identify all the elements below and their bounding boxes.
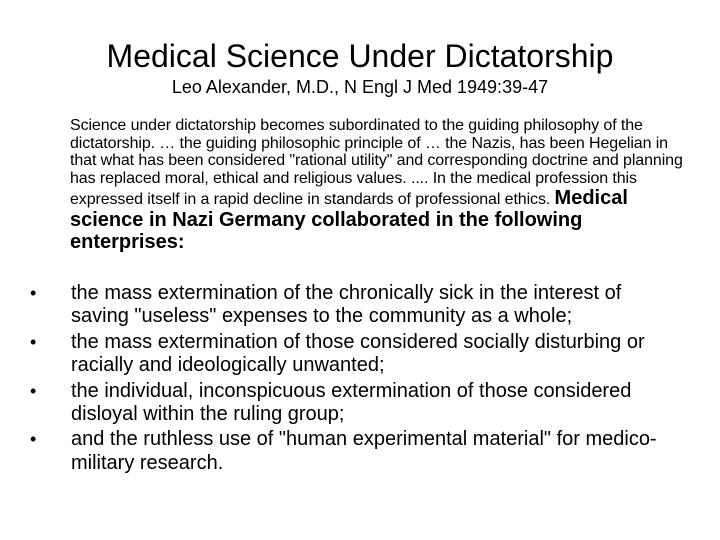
list-item (0, 282, 661, 328)
list-item (0, 428, 661, 474)
bullet-icon: • (30, 283, 37, 303)
bullet-icon: • (30, 429, 37, 450)
enterprise-list (0, 282, 720, 477)
citation: Leo Alexander, M.D., N Engl J Med 1949:39-47 (171, 77, 549, 97)
lead-in-text: Medical science in Nazi Germany collaborated in the following enterprises: (70, 187, 628, 253)
bullet-icon: • (30, 331, 37, 352)
quote-paragraph (70, 117, 690, 253)
list-item (0, 380, 661, 426)
quote-text: Science under dictatorship becomes subordinated to the guiding philosophy of the dictatorship. … the guiding philosophic principle of … the Nazis, has been Hegelian in that what has been considered "rational utility" and corresponding doctrine and planning has replaced moral, ethical and religious values. .... In the medical profession this expressed itself in a rapid decline in standards of professional ethics. (70, 117, 683, 208)
list-item (0, 331, 661, 377)
list-item-text: the individual, inconspicuous extermination of those considered disloyal within the ruling group; (71, 379, 632, 425)
list-item-text: and the ruthless use of "human experimental material" for medico-military research. (71, 428, 657, 474)
list-item-text: the mass extermination of the chronically sick in the interest of saving "useless" expenses to the community as a whole; (71, 282, 622, 328)
list-item-text: the mass extermination of those considered socially disturbing or racially and ideologically unwanted; (71, 330, 645, 376)
slide-title: Medical Science Under Dictatorship (106, 38, 614, 74)
bullet-icon: • (30, 380, 37, 401)
